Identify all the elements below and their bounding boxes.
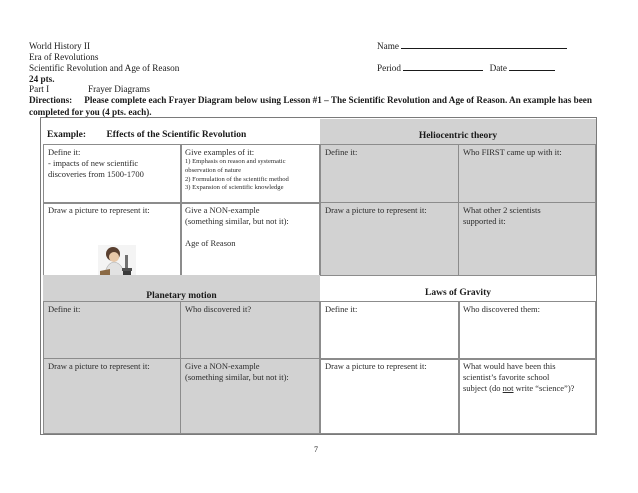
part-label: Part I [29, 84, 50, 94]
picture-label: Draw a picture to represent it: [48, 205, 150, 215]
gravity-define-cell[interactable] [320, 301, 460, 360]
gravity-subject-cell[interactable] [458, 358, 596, 434]
subject-label-3a: subject (do [463, 383, 503, 393]
heliocentric-title: Heliocentric theory [418, 131, 498, 141]
gravity-title: Laws of Gravity [425, 288, 491, 298]
examples-label: Give examples of it: [185, 147, 255, 157]
name-label: Name [377, 41, 399, 51]
date-blank[interactable] [509, 62, 555, 71]
part-title: Frayer Diagrams [88, 84, 150, 94]
example-examples-cell [180, 144, 320, 204]
directions-label: Directions: [29, 95, 73, 105]
page-number: 7 [314, 445, 318, 454]
nonexample-label: Give a NON-example [185, 361, 260, 371]
era-title: Era of Revolutions [29, 52, 99, 62]
subject-label-2: scientist’s favorite school [463, 372, 550, 382]
gravity-picture-cell[interactable] [320, 358, 460, 434]
who-first-label: Who FIRST came up with it: [463, 147, 562, 157]
points: 24 pts. [29, 74, 55, 84]
example-topic: Effects of the Scientific Revolution [106, 130, 247, 140]
example-item-3: 3) Expansion of scientific knowledge [185, 184, 284, 192]
planetary-title: Planetary motion [146, 291, 217, 301]
picture-label: Draw a picture to represent it: [325, 361, 427, 371]
nonexample-label-2: (something similar, but not it): [185, 372, 289, 382]
date-label: Date [489, 63, 507, 73]
example-define-answer-1: - impacts of new scientific [48, 158, 139, 168]
gravity-who-cell[interactable] [458, 301, 596, 360]
directions-text: Please complete each Frayer Diagram below using Lesson #1 – The Scientific Revolution and Age of Reason. An example has been completed for you (4 pts. each). [29, 95, 592, 117]
define-label: Define it: [48, 147, 81, 157]
example-prefix: Example: [47, 130, 87, 140]
planetary-define-cell[interactable] [43, 301, 182, 360]
example-item-1-cont: observation of nature [185, 166, 242, 174]
picture-label: Draw a picture to represent it: [325, 205, 427, 215]
example-nonexample-cell [180, 202, 320, 276]
nonexample-label: Give a NON-example [185, 205, 260, 215]
frayer-grid [40, 117, 597, 435]
period-label: Period [377, 63, 401, 73]
planetary-nonexample-cell[interactable] [180, 358, 320, 434]
heliocentric-who-cell[interactable] [458, 144, 596, 204]
period-blank[interactable] [403, 62, 483, 71]
planetary-who-cell[interactable] [180, 301, 320, 360]
name-field[interactable] [377, 40, 567, 52]
supporters-label-2: supported it: [463, 216, 506, 226]
example-define-answer-2: discoveries from 1500-1700 [48, 169, 144, 179]
who-discovered-label: Who discovered them: [463, 304, 540, 314]
example-picture-cell [43, 202, 182, 276]
period-date-fields [377, 62, 555, 74]
unit-title: Scientific Revolution and Age of Reason [29, 63, 180, 73]
heliocentric-picture-cell[interactable] [320, 202, 460, 276]
scientist-microscope-photo [98, 245, 136, 278]
heliocentric-supporters-cell[interactable] [458, 202, 596, 276]
nonexample-label-2: (something similar, but not it): [185, 216, 289, 226]
subject-label-3 [463, 383, 591, 394]
planetary-picture-cell[interactable] [43, 358, 182, 434]
define-label: Define it: [325, 147, 358, 157]
heliocentric-define-cell[interactable] [320, 144, 460, 204]
directions [29, 94, 609, 118]
define-label: Define it: [48, 304, 81, 314]
course-title: World History II [29, 41, 91, 51]
example-item-2: 2) Formulation of the scientific method [185, 175, 289, 183]
subject-label-1: What would have been this [463, 361, 556, 371]
subject-label-3b: write “science”)? [513, 383, 575, 393]
name-blank[interactable] [401, 40, 567, 49]
picture-label: Draw a picture to represent it: [48, 361, 150, 371]
define-label: Define it: [325, 304, 358, 314]
example-item-1: 1) Emphasis on reason and systematic [185, 158, 286, 165]
who-discovered-label: Who discovered it? [185, 304, 252, 314]
example-define-cell [43, 144, 182, 204]
example-title [47, 130, 246, 140]
example-nonexample-answer: Age of Reason [185, 238, 236, 248]
subject-not-emphasis: not [502, 383, 514, 393]
supporters-label-1: What other 2 scientists [463, 205, 541, 215]
